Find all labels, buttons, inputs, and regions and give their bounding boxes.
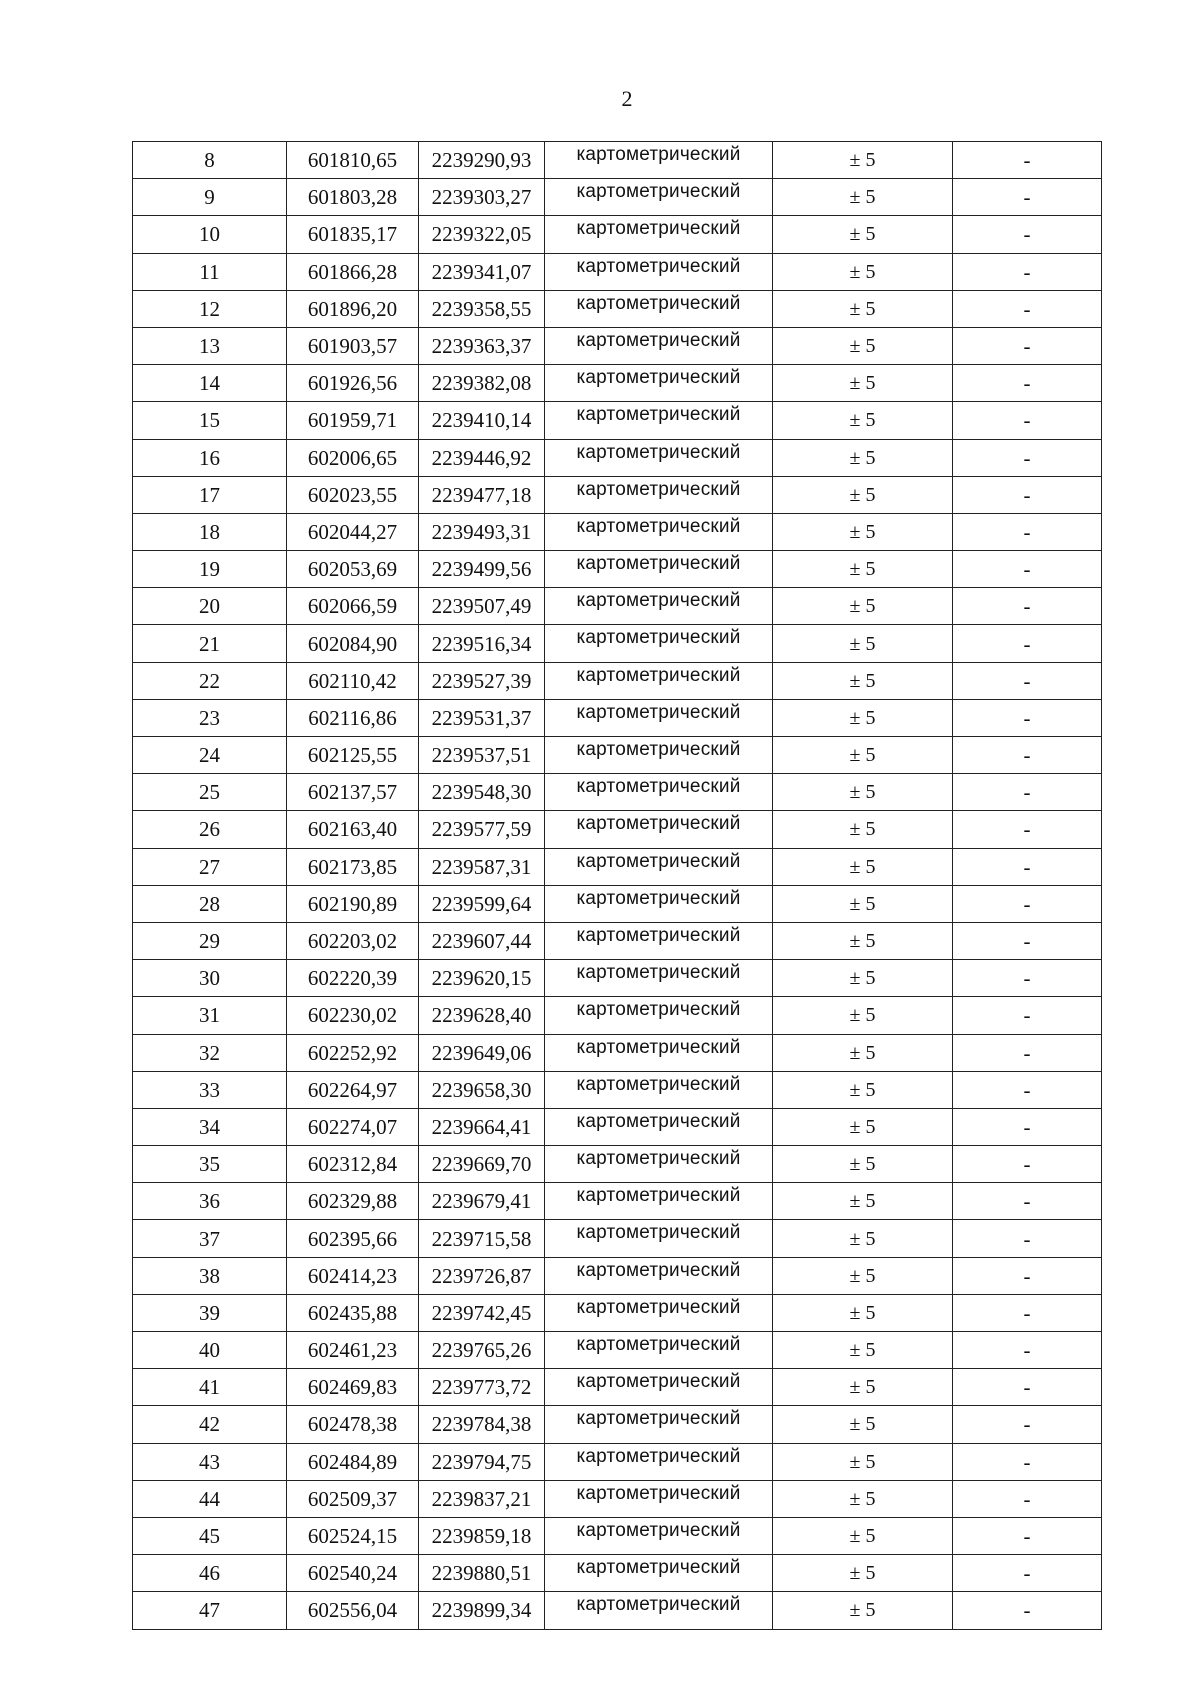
description-cell: -	[953, 662, 1102, 699]
point-number-cell: 47	[133, 1592, 287, 1629]
y-coordinate-cell: 2239290,93	[419, 142, 545, 179]
table-row	[133, 1480, 1102, 1517]
table-row	[133, 290, 1102, 327]
accuracy-cell: ± 5	[773, 1332, 953, 1369]
accuracy-cell: ± 5	[773, 365, 953, 402]
point-number-cell: 25	[133, 774, 287, 811]
method-cell: картометрический	[545, 997, 773, 1034]
description-cell: -	[953, 625, 1102, 662]
accuracy-cell: ± 5	[773, 885, 953, 922]
method-cell: картометрический	[545, 1406, 773, 1443]
accuracy-cell: ± 5	[773, 1071, 953, 1108]
description-cell: -	[953, 216, 1102, 253]
method-cell: картометрический	[545, 216, 773, 253]
accuracy-cell: ± 5	[773, 253, 953, 290]
x-coordinate-cell: 601903,57	[287, 327, 419, 364]
x-coordinate-cell: 602252,92	[287, 1034, 419, 1071]
y-coordinate-cell: 2239664,41	[419, 1108, 545, 1145]
point-number-cell: 24	[133, 737, 287, 774]
description-cell: -	[953, 402, 1102, 439]
point-number-cell: 45	[133, 1517, 287, 1554]
description-cell: -	[953, 179, 1102, 216]
description-cell: -	[953, 1517, 1102, 1554]
table-row	[133, 1146, 1102, 1183]
description-cell: -	[953, 1555, 1102, 1592]
accuracy-cell: ± 5	[773, 142, 953, 179]
description-cell: -	[953, 1183, 1102, 1220]
accuracy-cell: ± 5	[773, 1108, 953, 1145]
x-coordinate-cell: 602203,02	[287, 922, 419, 959]
method-cell: картометрический	[545, 1220, 773, 1257]
method-cell: картометрический	[545, 1480, 773, 1517]
point-number-cell: 16	[133, 439, 287, 476]
method-cell: картометрический	[545, 885, 773, 922]
point-number-cell: 14	[133, 365, 287, 402]
description-cell: -	[953, 1332, 1102, 1369]
table-row	[133, 1443, 1102, 1480]
accuracy-cell: ± 5	[773, 1183, 953, 1220]
x-coordinate-cell: 602023,55	[287, 476, 419, 513]
table-row	[133, 253, 1102, 290]
point-number-cell: 11	[133, 253, 287, 290]
x-coordinate-cell: 602264,97	[287, 1071, 419, 1108]
table-row	[133, 997, 1102, 1034]
method-cell: картометрический	[545, 625, 773, 662]
description-cell: -	[953, 142, 1102, 179]
y-coordinate-cell: 2239516,34	[419, 625, 545, 662]
accuracy-cell: ± 5	[773, 1369, 953, 1406]
table-row	[133, 699, 1102, 736]
method-cell: картометрический	[545, 1592, 773, 1629]
table-row	[133, 848, 1102, 885]
accuracy-cell: ± 5	[773, 551, 953, 588]
accuracy-cell: ± 5	[773, 625, 953, 662]
y-coordinate-cell: 2239607,44	[419, 922, 545, 959]
method-cell: картометрический	[545, 1332, 773, 1369]
description-cell: -	[953, 439, 1102, 476]
y-coordinate-cell: 2239577,59	[419, 811, 545, 848]
table-row	[133, 1183, 1102, 1220]
y-coordinate-cell: 2239358,55	[419, 290, 545, 327]
accuracy-cell: ± 5	[773, 1592, 953, 1629]
point-number-cell: 19	[133, 551, 287, 588]
y-coordinate-cell: 2239715,58	[419, 1220, 545, 1257]
method-cell: картометрический	[545, 142, 773, 179]
y-coordinate-cell: 2239726,87	[419, 1257, 545, 1294]
table-row	[133, 737, 1102, 774]
point-number-cell: 22	[133, 662, 287, 699]
x-coordinate-cell: 602329,88	[287, 1183, 419, 1220]
accuracy-cell: ± 5	[773, 737, 953, 774]
y-coordinate-cell: 2239784,38	[419, 1406, 545, 1443]
y-coordinate-cell: 2239382,08	[419, 365, 545, 402]
point-number-cell: 20	[133, 588, 287, 625]
method-cell: картометрический	[545, 253, 773, 290]
method-cell: картометрический	[545, 1257, 773, 1294]
x-coordinate-cell: 602414,23	[287, 1257, 419, 1294]
method-cell: картометрический	[545, 1555, 773, 1592]
point-number-cell: 33	[133, 1071, 287, 1108]
accuracy-cell: ± 5	[773, 327, 953, 364]
point-number-cell: 36	[133, 1183, 287, 1220]
y-coordinate-cell: 2239507,49	[419, 588, 545, 625]
method-cell: картометрический	[545, 513, 773, 550]
point-number-cell: 17	[133, 476, 287, 513]
point-number-cell: 21	[133, 625, 287, 662]
y-coordinate-cell: 2239628,40	[419, 997, 545, 1034]
description-cell: -	[953, 1146, 1102, 1183]
y-coordinate-cell: 2239548,30	[419, 774, 545, 811]
point-number-cell: 34	[133, 1108, 287, 1145]
description-cell: -	[953, 1480, 1102, 1517]
description-cell: -	[953, 960, 1102, 997]
point-number-cell: 23	[133, 699, 287, 736]
coordinates-table-body	[133, 142, 1102, 1630]
method-cell: картометрический	[545, 402, 773, 439]
table-row	[133, 179, 1102, 216]
accuracy-cell: ± 5	[773, 997, 953, 1034]
accuracy-cell: ± 5	[773, 960, 953, 997]
method-cell: картометрический	[545, 1443, 773, 1480]
y-coordinate-cell: 2239410,14	[419, 402, 545, 439]
description-cell: -	[953, 290, 1102, 327]
accuracy-cell: ± 5	[773, 811, 953, 848]
description-cell: -	[953, 922, 1102, 959]
y-coordinate-cell: 2239649,06	[419, 1034, 545, 1071]
table-row	[133, 365, 1102, 402]
point-number-cell: 46	[133, 1555, 287, 1592]
method-cell: картометрический	[545, 179, 773, 216]
x-coordinate-cell: 601896,20	[287, 290, 419, 327]
y-coordinate-cell: 2239537,51	[419, 737, 545, 774]
accuracy-cell: ± 5	[773, 476, 953, 513]
x-coordinate-cell: 602274,07	[287, 1108, 419, 1145]
x-coordinate-cell: 602312,84	[287, 1146, 419, 1183]
table-row	[133, 1071, 1102, 1108]
description-cell: -	[953, 1071, 1102, 1108]
x-coordinate-cell: 602125,55	[287, 737, 419, 774]
point-number-cell: 31	[133, 997, 287, 1034]
description-cell: -	[953, 1108, 1102, 1145]
accuracy-cell: ± 5	[773, 1406, 953, 1443]
accuracy-cell: ± 5	[773, 774, 953, 811]
table-row	[133, 588, 1102, 625]
x-coordinate-cell: 602484,89	[287, 1443, 419, 1480]
x-coordinate-cell: 602395,66	[287, 1220, 419, 1257]
table-row	[133, 922, 1102, 959]
method-cell: картометрический	[545, 774, 773, 811]
method-cell: картометрический	[545, 737, 773, 774]
coordinates-table	[132, 141, 1102, 1630]
method-cell: картометрический	[545, 922, 773, 959]
table-row	[133, 1257, 1102, 1294]
x-coordinate-cell: 601803,28	[287, 179, 419, 216]
x-coordinate-cell: 602461,23	[287, 1332, 419, 1369]
method-cell: картометрический	[545, 1034, 773, 1071]
y-coordinate-cell: 2239765,26	[419, 1332, 545, 1369]
y-coordinate-cell: 2239742,45	[419, 1294, 545, 1331]
y-coordinate-cell: 2239880,51	[419, 1555, 545, 1592]
description-cell: -	[953, 1592, 1102, 1629]
method-cell: картометрический	[545, 551, 773, 588]
method-cell: картометрический	[545, 439, 773, 476]
accuracy-cell: ± 5	[773, 1220, 953, 1257]
method-cell: картометрический	[545, 1369, 773, 1406]
table-row	[133, 439, 1102, 476]
method-cell: картометрический	[545, 662, 773, 699]
x-coordinate-cell: 602469,83	[287, 1369, 419, 1406]
description-cell: -	[953, 551, 1102, 588]
accuracy-cell: ± 5	[773, 402, 953, 439]
accuracy-cell: ± 5	[773, 216, 953, 253]
point-number-cell: 8	[133, 142, 287, 179]
point-number-cell: 30	[133, 960, 287, 997]
point-number-cell: 10	[133, 216, 287, 253]
description-cell: -	[953, 848, 1102, 885]
y-coordinate-cell: 2239899,34	[419, 1592, 545, 1629]
table-row	[133, 885, 1102, 922]
x-coordinate-cell: 602084,90	[287, 625, 419, 662]
x-coordinate-cell: 602509,37	[287, 1480, 419, 1517]
table-row	[133, 216, 1102, 253]
x-coordinate-cell: 602435,88	[287, 1294, 419, 1331]
description-cell: -	[953, 1443, 1102, 1480]
description-cell: -	[953, 699, 1102, 736]
y-coordinate-cell: 2239493,31	[419, 513, 545, 550]
x-coordinate-cell: 602190,89	[287, 885, 419, 922]
point-number-cell: 12	[133, 290, 287, 327]
table-row	[133, 811, 1102, 848]
description-cell: -	[953, 885, 1102, 922]
y-coordinate-cell: 2239837,21	[419, 1480, 545, 1517]
description-cell: -	[953, 774, 1102, 811]
x-coordinate-cell: 601835,17	[287, 216, 419, 253]
y-coordinate-cell: 2239322,05	[419, 216, 545, 253]
description-cell: -	[953, 253, 1102, 290]
accuracy-cell: ± 5	[773, 1294, 953, 1331]
y-coordinate-cell: 2239859,18	[419, 1517, 545, 1554]
point-number-cell: 44	[133, 1480, 287, 1517]
description-cell: -	[953, 1220, 1102, 1257]
point-number-cell: 38	[133, 1257, 287, 1294]
method-cell: картометрический	[545, 1517, 773, 1554]
description-cell: -	[953, 1034, 1102, 1071]
x-coordinate-cell: 601810,65	[287, 142, 419, 179]
accuracy-cell: ± 5	[773, 290, 953, 327]
method-cell: картометрический	[545, 1294, 773, 1331]
accuracy-cell: ± 5	[773, 1034, 953, 1071]
method-cell: картометрический	[545, 1183, 773, 1220]
y-coordinate-cell: 2239446,92	[419, 439, 545, 476]
table-row	[133, 1555, 1102, 1592]
x-coordinate-cell: 601959,71	[287, 402, 419, 439]
description-cell: -	[953, 811, 1102, 848]
point-number-cell: 37	[133, 1220, 287, 1257]
x-coordinate-cell: 602220,39	[287, 960, 419, 997]
point-number-cell: 43	[133, 1443, 287, 1480]
point-number-cell: 41	[133, 1369, 287, 1406]
x-coordinate-cell: 602137,57	[287, 774, 419, 811]
table-row	[133, 142, 1102, 179]
description-cell: -	[953, 737, 1102, 774]
point-number-cell: 18	[133, 513, 287, 550]
method-cell: картометрический	[545, 960, 773, 997]
x-coordinate-cell: 601866,28	[287, 253, 419, 290]
y-coordinate-cell: 2239303,27	[419, 179, 545, 216]
x-coordinate-cell: 602006,65	[287, 439, 419, 476]
table-row	[133, 402, 1102, 439]
y-coordinate-cell: 2239620,15	[419, 960, 545, 997]
y-coordinate-cell: 2239477,18	[419, 476, 545, 513]
table-row	[133, 1294, 1102, 1331]
x-coordinate-cell: 602478,38	[287, 1406, 419, 1443]
accuracy-cell: ± 5	[773, 1555, 953, 1592]
point-number-cell: 32	[133, 1034, 287, 1071]
table-row	[133, 1332, 1102, 1369]
method-cell: картометрический	[545, 365, 773, 402]
y-coordinate-cell: 2239341,07	[419, 253, 545, 290]
x-coordinate-cell: 602044,27	[287, 513, 419, 550]
method-cell: картометрический	[545, 1071, 773, 1108]
method-cell: картометрический	[545, 811, 773, 848]
point-number-cell: 9	[133, 179, 287, 216]
table-row	[133, 1517, 1102, 1554]
description-cell: -	[953, 1369, 1102, 1406]
table-row	[133, 625, 1102, 662]
point-number-cell: 42	[133, 1406, 287, 1443]
accuracy-cell: ± 5	[773, 1480, 953, 1517]
y-coordinate-cell: 2239531,37	[419, 699, 545, 736]
accuracy-cell: ± 5	[773, 662, 953, 699]
y-coordinate-cell: 2239773,72	[419, 1369, 545, 1406]
point-number-cell: 29	[133, 922, 287, 959]
x-coordinate-cell: 602230,02	[287, 997, 419, 1034]
table-row	[133, 327, 1102, 364]
accuracy-cell: ± 5	[773, 439, 953, 476]
y-coordinate-cell: 2239658,30	[419, 1071, 545, 1108]
table-row	[133, 1592, 1102, 1629]
accuracy-cell: ± 5	[773, 513, 953, 550]
accuracy-cell: ± 5	[773, 922, 953, 959]
point-number-cell: 26	[133, 811, 287, 848]
description-cell: -	[953, 1406, 1102, 1443]
description-cell: -	[953, 513, 1102, 550]
table-row	[133, 1369, 1102, 1406]
description-cell: -	[953, 476, 1102, 513]
y-coordinate-cell: 2239527,39	[419, 662, 545, 699]
table-row	[133, 551, 1102, 588]
x-coordinate-cell: 602163,40	[287, 811, 419, 848]
table-row	[133, 1406, 1102, 1443]
table-row	[133, 513, 1102, 550]
x-coordinate-cell: 602053,69	[287, 551, 419, 588]
y-coordinate-cell: 2239363,37	[419, 327, 545, 364]
description-cell: -	[953, 1257, 1102, 1294]
y-coordinate-cell: 2239679,41	[419, 1183, 545, 1220]
y-coordinate-cell: 2239599,64	[419, 885, 545, 922]
description-cell: -	[953, 588, 1102, 625]
table-row	[133, 960, 1102, 997]
description-cell: -	[953, 327, 1102, 364]
point-number-cell: 27	[133, 848, 287, 885]
method-cell: картометрический	[545, 476, 773, 513]
description-cell: -	[953, 365, 1102, 402]
table-row	[133, 1108, 1102, 1145]
description-cell: -	[953, 1294, 1102, 1331]
y-coordinate-cell: 2239499,56	[419, 551, 545, 588]
table-row	[133, 1220, 1102, 1257]
x-coordinate-cell: 602524,15	[287, 1517, 419, 1554]
accuracy-cell: ± 5	[773, 588, 953, 625]
point-number-cell: 15	[133, 402, 287, 439]
method-cell: картометрический	[545, 1146, 773, 1183]
table-row	[133, 774, 1102, 811]
y-coordinate-cell: 2239669,70	[419, 1146, 545, 1183]
method-cell: картометрический	[545, 1108, 773, 1145]
y-coordinate-cell: 2239794,75	[419, 1443, 545, 1480]
table-row	[133, 476, 1102, 513]
method-cell: картометрический	[545, 588, 773, 625]
accuracy-cell: ± 5	[773, 1257, 953, 1294]
method-cell: картометрический	[545, 848, 773, 885]
accuracy-cell: ± 5	[773, 848, 953, 885]
x-coordinate-cell: 602110,42	[287, 662, 419, 699]
point-number-cell: 40	[133, 1332, 287, 1369]
point-number-cell: 39	[133, 1294, 287, 1331]
x-coordinate-cell: 602540,24	[287, 1555, 419, 1592]
accuracy-cell: ± 5	[773, 1443, 953, 1480]
x-coordinate-cell: 602066,59	[287, 588, 419, 625]
x-coordinate-cell: 602116,86	[287, 699, 419, 736]
x-coordinate-cell: 601926,56	[287, 365, 419, 402]
x-coordinate-cell: 602556,04	[287, 1592, 419, 1629]
point-number-cell: 28	[133, 885, 287, 922]
x-coordinate-cell: 602173,85	[287, 848, 419, 885]
method-cell: картометрический	[545, 699, 773, 736]
y-coordinate-cell: 2239587,31	[419, 848, 545, 885]
table-row	[133, 1034, 1102, 1071]
accuracy-cell: ± 5	[773, 1517, 953, 1554]
table-row	[133, 662, 1102, 699]
accuracy-cell: ± 5	[773, 179, 953, 216]
point-number-cell: 13	[133, 327, 287, 364]
accuracy-cell: ± 5	[773, 699, 953, 736]
point-number-cell: 35	[133, 1146, 287, 1183]
page-number: 2	[621, 86, 633, 111]
accuracy-cell: ± 5	[773, 1146, 953, 1183]
method-cell: картометрический	[545, 327, 773, 364]
method-cell: картометрический	[545, 290, 773, 327]
description-cell: -	[953, 997, 1102, 1034]
